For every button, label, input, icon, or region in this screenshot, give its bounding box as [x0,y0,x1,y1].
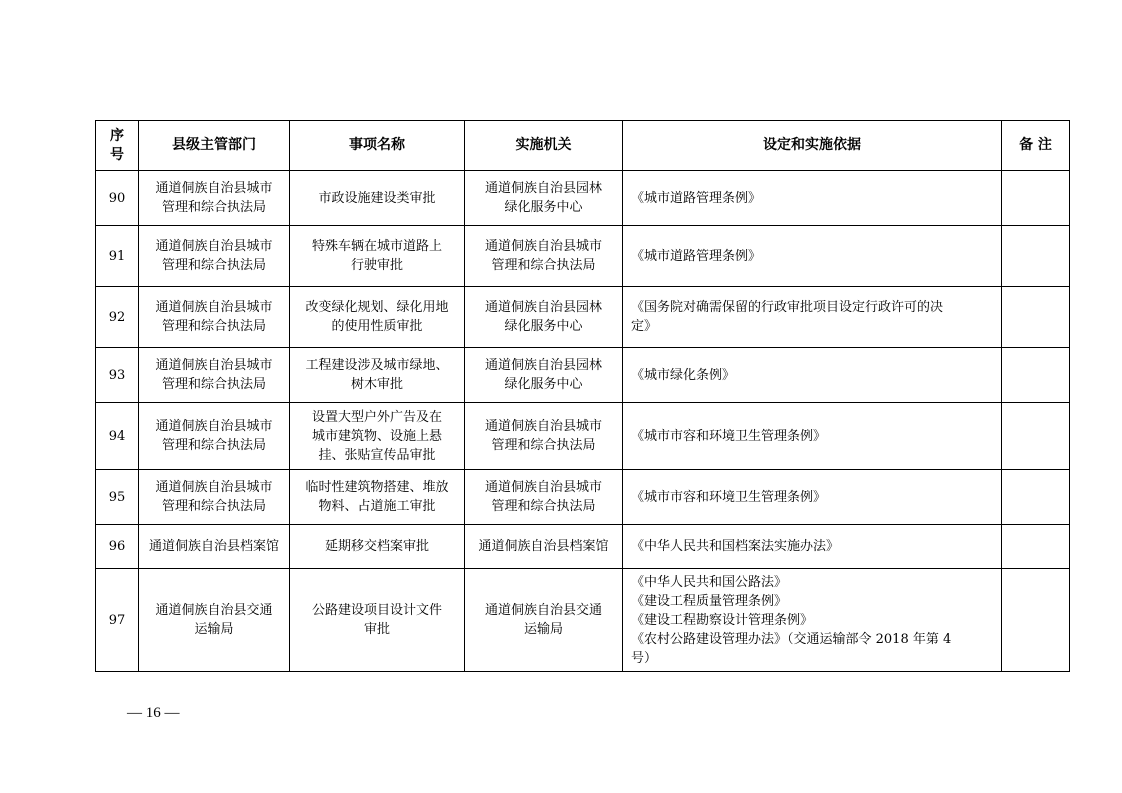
page-number: — 16 — [127,705,180,721]
cell-dept: 通道侗族自治县城市 管理和综合执法局 [139,348,290,403]
table-row [96,470,1070,525]
cell-item: 工程建设涉及城市绿地、 树木审批 [290,348,465,403]
header-item: 事项名称 [290,121,465,171]
cell-seq: 97 [96,569,139,672]
cell-dept: 通道侗族自治县城市 管理和综合执法局 [139,287,290,348]
header-remark: 备 注 [1002,121,1070,171]
cell-agency: 通道侗族自治县档案馆 [465,525,623,569]
header-dept: 县级主管部门 [139,121,290,171]
cell-dept: 通道侗族自治县交通 运输局 [139,569,290,672]
cell-agency: 通道侗族自治县园林 绿化服务中心 [465,171,623,226]
cell-remark [1002,348,1070,403]
cell-agency: 通道侗族自治县城市 管理和综合执法局 [465,226,623,287]
cell-remark [1002,470,1070,525]
cell-dept: 通道侗族自治县城市 管理和综合执法局 [139,470,290,525]
cell-agency: 通道侗族自治县园林 绿化服务中心 [465,348,623,403]
cell-seq: 94 [96,403,139,470]
cell-agency: 通道侗族自治县城市 管理和综合执法局 [465,470,623,525]
cell-dept: 通道侗族自治县城市 管理和综合执法局 [139,403,290,470]
table-row [96,348,1070,403]
cell-remark [1002,403,1070,470]
cell-seq: 93 [96,348,139,403]
approval-items-table [95,120,1070,672]
table-row [96,171,1070,226]
cell-item: 特殊车辆在城市道路上 行驶审批 [290,226,465,287]
cell-remark [1002,525,1070,569]
header-agency: 实施机关 [465,121,623,171]
table-row [96,569,1070,672]
cell-seq: 95 [96,470,139,525]
cell-seq: 96 [96,525,139,569]
cell-remark [1002,287,1070,348]
cell-item: 临时性建筑物搭建、堆放 物料、占道施工审批 [290,470,465,525]
cell-agency: 通道侗族自治县城市 管理和综合执法局 [465,403,623,470]
cell-dept: 通道侗族自治县档案馆 [139,525,290,569]
cell-agency: 通道侗族自治县交通 运输局 [465,569,623,672]
cell-seq: 92 [96,287,139,348]
table-row [96,525,1070,569]
header-basis: 设定和实施依据 [623,121,1002,171]
cell-basis: 《中华人民共和国档案法实施办法》 [623,525,1002,569]
cell-basis: 《城市市容和环境卫生管理条例》 [623,470,1002,525]
cell-seq: 90 [96,171,139,226]
cell-basis: 《城市道路管理条例》 [623,171,1002,226]
cell-dept: 通道侗族自治县城市 管理和综合执法局 [139,226,290,287]
cell-basis: 《国务院对确需保留的行政审批项目设定行政许可的决 定》 [623,287,1002,348]
header-seq: 序 号 [96,121,139,171]
cell-item: 公路建设项目设计文件 审批 [290,569,465,672]
table-row [96,403,1070,470]
cell-basis: 《中华人民共和国公路法》 《建设工程质量管理条例》 《建设工程勘察设计管理条例》 《农村公路建设管理办法》（交通运输部令 2018 年第 4 号） [623,569,1002,672]
cell-basis: 《城市绿化条例》 [623,348,1002,403]
table-row [96,226,1070,287]
header-row [96,121,1070,171]
cell-seq: 91 [96,226,139,287]
cell-remark [1002,171,1070,226]
cell-item: 延期移交档案审批 [290,525,465,569]
cell-dept: 通道侗族自治县城市 管理和综合执法局 [139,171,290,226]
cell-basis: 《城市道路管理条例》 [623,226,1002,287]
cell-item: 市政设施建设类审批 [290,171,465,226]
cell-basis: 《城市市容和环境卫生管理条例》 [623,403,1002,470]
cell-item: 设置大型户外广告及在 城市建筑物、设施上悬 挂、张贴宣传品审批 [290,403,465,470]
cell-agency: 通道侗族自治县园林 绿化服务中心 [465,287,623,348]
cell-item: 改变绿化规划、绿化用地 的使用性质审批 [290,287,465,348]
table-row [96,287,1070,348]
cell-remark [1002,569,1070,672]
cell-remark [1002,226,1070,287]
